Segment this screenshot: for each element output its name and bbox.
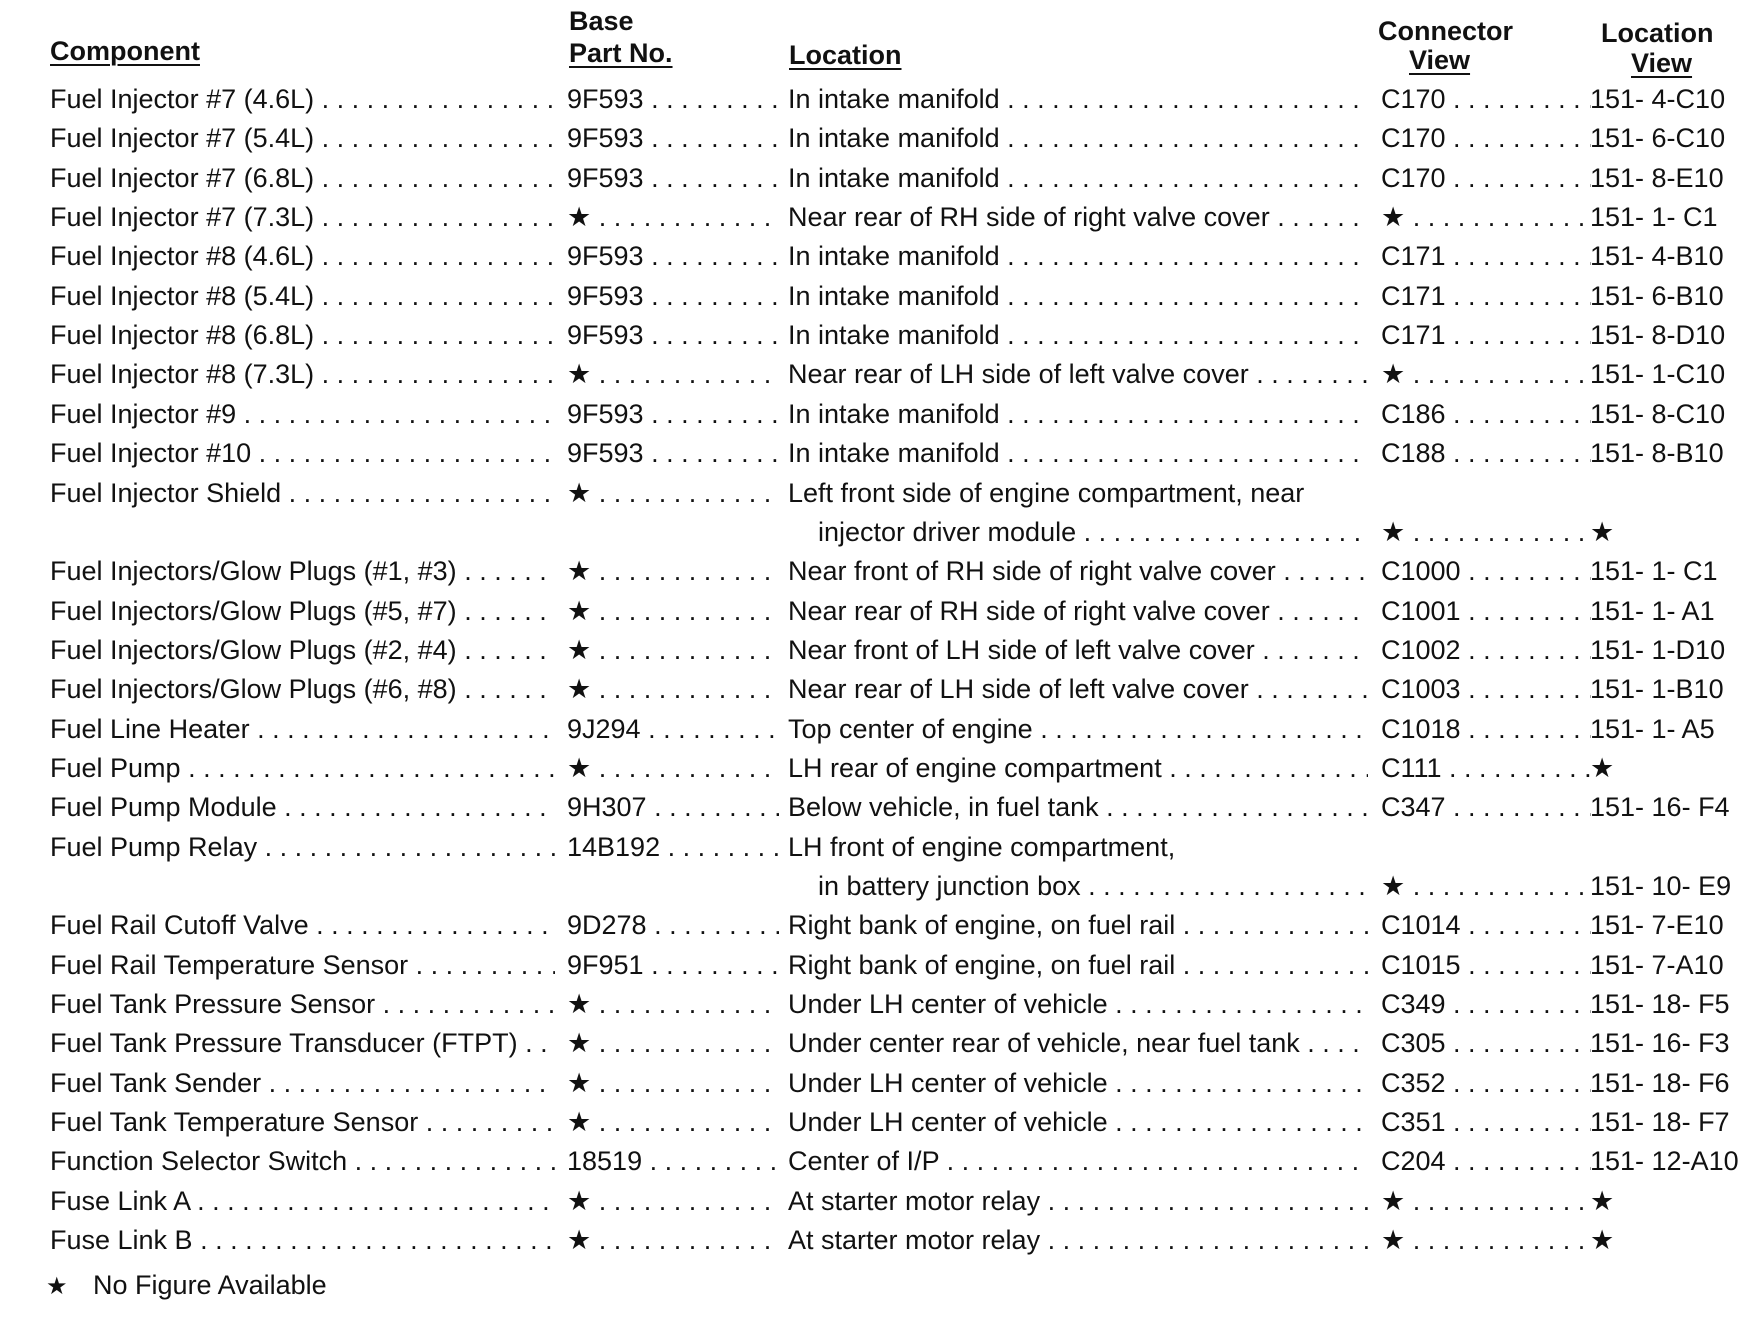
- location-view: 151- 16- F4: [1590, 792, 1730, 823]
- component-name: Fuel Tank Pressure Sensor . . .: [50, 987, 555, 1021]
- table-row: [0, 121, 1742, 161]
- component-location: In intake manifold . . .: [788, 318, 1368, 352]
- location-view: 151- 1- A5: [1590, 713, 1715, 744]
- connector-view: C186 . . .: [1381, 397, 1591, 431]
- component-name: Fuel Injector Shield . . .: [50, 476, 555, 510]
- base-part-number: ★ . . .: [567, 751, 779, 785]
- connector-view: ★ . . .: [1381, 1223, 1591, 1257]
- connector-view: C349 . . .: [1381, 987, 1591, 1021]
- location-view: ★: [1590, 752, 1615, 783]
- table-row: [0, 1105, 1742, 1145]
- base-part-number: ★ . . .: [567, 633, 779, 667]
- connector-view: C170 . . .: [1381, 82, 1591, 116]
- component-location: Right bank of engine, on fuel rail . . .: [788, 948, 1368, 982]
- component-name: Fuel Injector #7 (5.4L) . . .: [50, 121, 555, 155]
- location-view: 151- 8-E10: [1590, 162, 1724, 193]
- table-row: [0, 1066, 1742, 1106]
- location-view: 151- 1-C10: [1590, 359, 1726, 390]
- connector-view: C1018 . . .: [1381, 712, 1591, 746]
- location-view: ★: [1590, 1225, 1615, 1256]
- component-location: In intake manifold . . .: [788, 397, 1368, 431]
- component-location: Under LH center of vehicle . . .: [788, 1066, 1368, 1100]
- base-part-number: 9J294 . . .: [567, 712, 779, 746]
- location-view: 151- 8-B10: [1590, 438, 1724, 469]
- component-name: Fuel Rail Temperature Sensor . . .: [50, 948, 555, 982]
- component-location: Near front of LH side of left valve cover . . .: [788, 633, 1368, 667]
- location-view: 151- 4-B10: [1590, 241, 1724, 272]
- base-part-number: ★ . . .: [567, 476, 779, 510]
- connector-view: C111 . . .: [1381, 751, 1591, 785]
- connector-view: C204 . . .: [1381, 1144, 1591, 1178]
- base-part-number: ★ . . .: [567, 554, 779, 588]
- base-part-number: ★ . . .: [567, 594, 779, 628]
- table-row: [0, 357, 1742, 397]
- table-row: [0, 200, 1742, 240]
- connector-view: C1002 . . .: [1381, 633, 1591, 667]
- table-row: [0, 712, 1742, 752]
- component-name: Fuel Injector #8 (7.3L) . . .: [50, 357, 555, 391]
- connector-view: C351 . . .: [1381, 1105, 1591, 1139]
- component-location: Under center rear of vehicle, near fuel tank . . .: [788, 1026, 1368, 1060]
- component-name: Fuel Injector #10 . . .: [50, 436, 555, 470]
- base-part-number: ★ . . .: [567, 1026, 779, 1060]
- table-row: [0, 1026, 1742, 1066]
- component-name: Function Selector Switch . . .: [50, 1144, 555, 1178]
- component-location: At starter motor relay . . .: [788, 1223, 1368, 1257]
- component-location: Top center of engine . . .: [788, 712, 1368, 746]
- component-location: Under LH center of vehicle . . .: [788, 987, 1368, 1021]
- location-view: 151- 18- F5: [1590, 989, 1730, 1020]
- location-view: 151- 1- C1: [1590, 556, 1718, 587]
- base-part-number: ★ . . .: [567, 1105, 779, 1139]
- table-row: [0, 1184, 1742, 1224]
- component-name: Fuel Injector #8 (5.4L) . . .: [50, 279, 555, 313]
- location-view: ★: [1590, 1185, 1615, 1216]
- location-view: 151- 1- C1: [1590, 202, 1718, 233]
- footnote-text: No Figure Available: [93, 1270, 327, 1300]
- connector-view: C1003 . . .: [1381, 672, 1591, 706]
- table-row: [0, 790, 1742, 830]
- connector-view: ★ . . .: [1381, 869, 1591, 903]
- connector-view: C1015 . . .: [1381, 948, 1591, 982]
- table-row: [0, 554, 1742, 594]
- table-row: [0, 908, 1742, 948]
- base-part-number: ★ . . .: [567, 200, 779, 234]
- component-name: Fuel Injector #8 (6.8L) . . .: [50, 318, 555, 352]
- component-location: In intake manifold . . .: [788, 239, 1368, 273]
- location-view: 151- 6-B10: [1590, 280, 1724, 311]
- table-row: [0, 515, 1742, 555]
- table-row: [0, 948, 1742, 988]
- location-view: 151- 4-C10: [1590, 84, 1726, 114]
- component-location: in battery junction box . . .: [818, 869, 1368, 903]
- base-part-number: 18519 . . .: [567, 1144, 779, 1178]
- header-connector: Connector: [1378, 16, 1513, 46]
- connector-view: C171 . . .: [1381, 279, 1591, 313]
- component-name: Fuel Injectors/Glow Plugs (#6, #8) . . .: [50, 672, 555, 706]
- base-part-number: 9F593 . . .: [567, 239, 779, 273]
- location-view: 151- 7-A10: [1590, 949, 1724, 980]
- location-view: 151- 8-D10: [1590, 320, 1726, 351]
- location-view: 151- 8-C10: [1590, 398, 1726, 429]
- connector-view: C171 . . .: [1381, 318, 1591, 352]
- component-name: Fuel Line Heater . . .: [50, 712, 555, 746]
- base-part-number: ★ . . .: [567, 672, 779, 706]
- component-name: Fuel Pump . . .: [50, 751, 555, 785]
- component-name: Fuel Tank Pressure Transducer (FTPT) . . .: [50, 1026, 555, 1060]
- component-location: Near rear of RH side of right valve cover . . .: [788, 200, 1368, 234]
- location-view: 151- 1-D10: [1590, 634, 1726, 665]
- connector-view: C305 . . .: [1381, 1026, 1591, 1060]
- component-location: In intake manifold . . .: [788, 436, 1368, 470]
- base-part-number: 9F593 . . .: [567, 279, 779, 313]
- component-name: Fuel Injector #9 . . .: [50, 397, 555, 431]
- table-row: [0, 869, 1742, 909]
- header-component: Component: [50, 36, 200, 66]
- location-view: 151- 1- A1: [1590, 595, 1715, 626]
- footnote: [46, 1268, 327, 1304]
- table-row: [0, 476, 1742, 516]
- base-part-number: ★ . . .: [567, 987, 779, 1021]
- base-part-number: 9F593 . . .: [567, 436, 779, 470]
- connector-view: C170 . . .: [1381, 121, 1591, 155]
- component-name: Fuse Link A . . .: [50, 1184, 555, 1218]
- connector-view: ★ . . .: [1381, 200, 1591, 234]
- table-row: [0, 82, 1742, 122]
- connector-view: ★ . . .: [1381, 1184, 1591, 1218]
- location-view: 151- 1-B10: [1590, 674, 1724, 705]
- location-view: 151- 6-C10: [1590, 123, 1726, 154]
- table-row: [0, 594, 1742, 634]
- table-row: [0, 279, 1742, 319]
- table-row: [0, 633, 1742, 673]
- component-name: Fuel Pump Relay . . .: [50, 830, 555, 864]
- base-part-number: 9F593 . . .: [567, 397, 779, 431]
- component-location: injector driver module . . .: [818, 515, 1368, 549]
- star-icon: ★: [46, 1273, 68, 1300]
- base-part-number: ★ . . .: [567, 357, 779, 391]
- component-name: Fuel Injector #7 (6.8L) . . .: [50, 161, 555, 195]
- component-name: Fuel Injector #7 (4.6L) . . .: [50, 82, 555, 116]
- base-part-number: 9F951 . . .: [567, 948, 779, 982]
- base-part-number: ★ . . .: [567, 1223, 779, 1257]
- component-location: Left front side of engine compartment, near: [788, 477, 1305, 508]
- table-row: [0, 239, 1742, 279]
- base-part-number: 9F593 . . .: [567, 82, 779, 116]
- base-part-number: ★ . . .: [567, 1066, 779, 1100]
- base-part-number: 9D278 . . .: [567, 908, 779, 942]
- table-row: [0, 830, 1742, 870]
- component-location: Near front of RH side of right valve cover . . .: [788, 554, 1368, 588]
- header-base: Base: [569, 6, 634, 36]
- connector-view: C1000 . . .: [1381, 554, 1591, 588]
- header-connector-view: View: [1409, 45, 1471, 75]
- connector-view: C347 . . .: [1381, 790, 1591, 824]
- table-row: [0, 161, 1742, 201]
- connector-view: C170 . . .: [1381, 161, 1591, 195]
- connector-view: ★ . . .: [1381, 357, 1591, 391]
- table-row: [0, 672, 1742, 712]
- component-location: Near rear of RH side of right valve cover . . .: [788, 594, 1368, 628]
- table-row: [0, 1223, 1742, 1263]
- base-part-number: 14B192 . . .: [567, 830, 779, 864]
- component-location: At starter motor relay . . .: [788, 1184, 1368, 1218]
- connector-view: C1001 . . .: [1381, 594, 1591, 628]
- header-location-view-1: Location: [1601, 18, 1714, 48]
- component-name: Fuel Injectors/Glow Plugs (#2, #4) . . .: [50, 633, 555, 667]
- component-location: In intake manifold . . .: [788, 82, 1368, 116]
- component-location: LH front of engine compartment,: [788, 831, 1176, 862]
- table-row: [0, 436, 1742, 476]
- connector-view: C1014 . . .: [1381, 908, 1591, 942]
- location-view: 151- 10- E9: [1590, 871, 1732, 901]
- component-name: Fuel Injectors/Glow Plugs (#1, #3) . . .: [50, 554, 555, 588]
- table-row: [0, 318, 1742, 358]
- table-row: [0, 397, 1742, 437]
- component-name: Fuel Injector #8 (4.6L) . . .: [50, 239, 555, 273]
- component-name: Fuel Pump Module . . .: [50, 790, 555, 824]
- component-name: Fuel Rail Cutoff Valve . . .: [50, 908, 555, 942]
- connector-view: ★ . . .: [1381, 515, 1591, 549]
- location-view: ★: [1590, 516, 1615, 547]
- location-view: 151- 18- F6: [1590, 1067, 1730, 1098]
- component-name: Fuel Injector #7 (7.3L) . . .: [50, 200, 555, 234]
- connector-view: C171 . . .: [1381, 239, 1591, 273]
- location-view: 151- 12-A10: [1590, 1146, 1739, 1177]
- component-location: In intake manifold . . .: [788, 121, 1368, 155]
- component-name: Fuel Tank Temperature Sensor . . .: [50, 1105, 555, 1139]
- component-location: Near rear of LH side of left valve cover . . .: [788, 357, 1368, 391]
- header-location: Location: [789, 40, 902, 70]
- base-part-number: 9F593 . . .: [567, 318, 779, 352]
- component-name: Fuel Tank Sender . . .: [50, 1066, 555, 1100]
- component-location: Center of I/P . . .: [788, 1144, 1368, 1178]
- base-part-number: 9H307 . . .: [567, 790, 779, 824]
- table-row: [0, 1144, 1742, 1184]
- connector-view: C352 . . .: [1381, 1066, 1591, 1100]
- location-view: 151- 7-E10: [1590, 910, 1724, 941]
- table-row: [0, 987, 1742, 1027]
- base-part-number: 9F593 . . .: [567, 161, 779, 195]
- component-location: Below vehicle, in fuel tank . . .: [788, 790, 1368, 824]
- component-location: Near rear of LH side of left valve cover . . .: [788, 672, 1368, 706]
- component-location: LH rear of engine compartment . . .: [788, 751, 1368, 785]
- component-location: In intake manifold . . .: [788, 161, 1368, 195]
- base-part-number: 9F593 . . .: [567, 121, 779, 155]
- table-row: [0, 751, 1742, 791]
- component-location: Right bank of engine, on fuel rail . . .: [788, 908, 1368, 942]
- header-part-no: Part No.: [569, 38, 673, 68]
- component-location: In intake manifold . . .: [788, 279, 1368, 313]
- header-location-view-2: View: [1631, 48, 1693, 78]
- location-view: 151- 16- F3: [1590, 1028, 1730, 1059]
- connector-view: C188 . . .: [1381, 436, 1591, 470]
- component-location: Under LH center of vehicle . . .: [788, 1105, 1368, 1139]
- component-name: Fuel Injectors/Glow Plugs (#5, #7) . . .: [50, 594, 555, 628]
- location-view: 151- 18- F7: [1590, 1107, 1730, 1138]
- base-part-number: ★ . . .: [567, 1184, 779, 1218]
- component-name: Fuse Link B . . .: [50, 1223, 555, 1257]
